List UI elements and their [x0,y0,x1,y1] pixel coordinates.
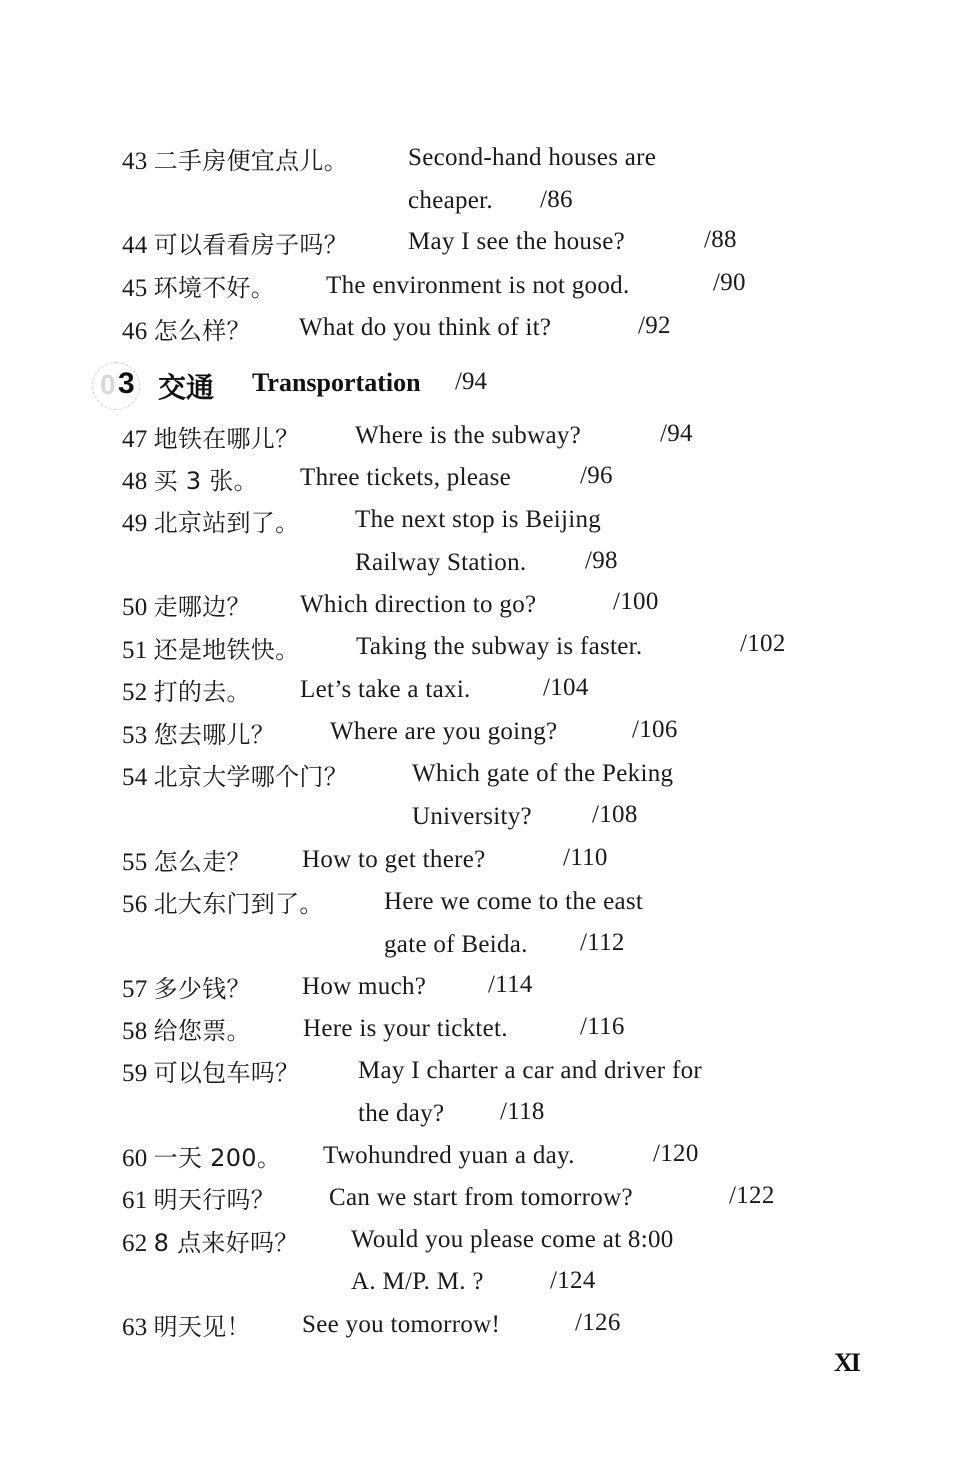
entry-number: 48 [122,468,148,495]
entry-number: 59 [122,1060,148,1087]
toc-entry-53 [122,720,275,751]
entry-page-ref[interactable]: /94 [660,420,693,447]
entry-chinese: 北京站到了。 [153,509,300,537]
toc-entry-46 [122,316,251,347]
entry-page-ref[interactable]: /118 [500,1098,545,1125]
toc-entry-62 [122,1228,299,1259]
entry-english: What do you think of it? [299,314,552,341]
entry-number: 44 [122,232,148,259]
entry-number: 50 [122,594,148,621]
entry-page-ref[interactable]: /88 [704,226,737,253]
entry-chinese: 可以看看房子吗？ [153,231,349,259]
entry-page-ref[interactable]: /92 [638,312,671,339]
entry-page-ref[interactable]: /106 [632,716,678,743]
entry-page-ref[interactable]: /98 [585,547,618,574]
entry-english: Let’s take a taxi. [300,676,471,703]
entry-page-ref[interactable]: /100 [613,588,659,615]
entry-page-ref[interactable]: /86 [540,186,573,213]
toc-entry-43 [122,146,348,177]
entry-page-ref[interactable]: /90 [713,269,746,296]
entry-number: 46 [122,318,148,345]
toc-entry-45 [122,273,275,304]
entry-english-cont: University? [412,803,532,830]
entry-page-ref[interactable]: /120 [653,1140,699,1167]
entry-chinese: 北京大学哪个门？ [153,763,349,791]
entry-chinese: 明天见！ [153,1313,251,1341]
entry-chinese: 8 点来好吗？ [153,1229,299,1257]
entry-number: 63 [122,1314,148,1341]
section-title-chinese: 交通 [158,371,215,404]
entry-number: 55 [122,849,148,876]
toc-entry-58 [122,1016,251,1047]
entry-chinese: 多少钱？ [153,975,251,1003]
toc-entry-51 [122,635,299,666]
toc-entry-50 [122,592,251,623]
entry-page-ref[interactable]: /110 [563,844,608,871]
entry-english: How much? [302,973,427,1000]
entry-english: Twohundred yuan a day. [323,1142,575,1169]
toc-entry-54 [122,762,348,793]
entry-page-ref[interactable]: /124 [550,1267,596,1294]
entry-chinese: 环境不好。 [153,274,276,302]
toc-entry-44 [122,230,348,261]
entry-page-ref[interactable]: /114 [488,971,533,998]
entry-english: Which direction to go? [300,591,537,618]
entry-english-cont: Railway Station. [355,549,527,576]
toc-entry-56 [122,889,324,920]
section-heading-transportation[interactable] [92,362,592,408]
toc-entry-49 [122,508,299,539]
section-number: 3 [118,367,135,400]
entry-number: 52 [122,679,148,706]
toc-entry-57 [122,974,251,1005]
entry-english-cont: gate of Beida. [384,931,528,958]
toc-entry-47 [122,424,299,455]
entry-english: Second-hand houses are [408,144,657,171]
entry-english-cont: cheaper. [408,187,493,214]
entry-english: Taking the subway is faster. [356,633,643,660]
toc-entry-59 [122,1058,299,1089]
toc-entry-63 [122,1312,251,1343]
entry-chinese: 给您票。 [153,1017,251,1045]
page-number-folio: XI [834,1348,859,1377]
section-number-prefix: 0 [100,369,116,400]
entry-chinese: 一天 200。 [153,1144,282,1172]
entry-english: Where are you going? [330,718,558,745]
entry-page-ref[interactable]: /108 [592,801,638,828]
entry-chinese: 可以包车吗？ [153,1059,300,1087]
toc-entry-55 [122,847,251,878]
entry-page-ref[interactable]: /122 [729,1182,775,1209]
toc-entry-60 [122,1143,281,1174]
entry-number: 54 [122,764,148,791]
entry-chinese: 北大东门到了。 [153,890,324,918]
entry-chinese: 还是地铁快。 [153,636,300,664]
entry-number: 61 [122,1187,148,1214]
entry-chinese: 二手房便宜点儿。 [153,147,349,175]
entry-english: May I charter a car and driver for [358,1057,703,1084]
toc-entry-48 [122,466,258,497]
entry-number: 45 [122,275,148,302]
entry-english: The environment is not good. [326,272,630,299]
entry-english: How to get there? [302,846,486,873]
entry-page-ref[interactable]: /112 [580,929,625,956]
entry-number: 49 [122,510,148,537]
entry-english: Would you please come at 8:00 [351,1226,674,1253]
entry-number: 60 [122,1145,148,1172]
entry-number: 43 [122,148,148,175]
entry-number: 62 [122,1230,148,1257]
entry-chinese: 怎么走？ [153,848,251,876]
entry-chinese: 打的去。 [153,678,251,706]
entry-english: Which gate of the Peking [412,760,674,787]
entry-english: Can we start from tomorrow? [329,1184,633,1211]
entry-number: 47 [122,426,148,453]
entry-english: May I see the house? [408,228,626,255]
entry-english: The next stop is Beijing [355,506,602,533]
entry-number: 56 [122,891,148,918]
entry-chinese: 地铁在哪儿？ [153,425,300,453]
entry-english: Three tickets, please [300,464,512,491]
entry-page-ref[interactable]: /126 [575,1309,621,1336]
section-page-ref: /94 [455,368,487,395]
entry-chinese: 您去哪儿？ [153,721,276,749]
entry-page-ref[interactable]: /96 [580,462,613,489]
entry-english: Where is the subway? [355,422,582,449]
entry-page-ref[interactable]: /116 [580,1013,625,1040]
entry-english-cont: A. M/P. M. ? [351,1268,484,1295]
entry-english: See you tomorrow! [302,1311,501,1338]
entry-english-cont: the day? [358,1100,445,1127]
entry-chinese: 走哪边？ [153,593,251,621]
toc-entry-52 [122,677,251,708]
entry-page-ref[interactable]: /102 [740,630,786,657]
entry-number: 57 [122,976,148,1003]
entry-english: Here is your ticktet. [303,1015,508,1042]
toc-entry-61 [122,1185,275,1216]
entry-number: 58 [122,1018,148,1045]
section-title-english: Transportation [252,368,421,397]
entry-number: 53 [122,722,148,749]
entry-number: 51 [122,637,148,664]
entry-chinese: 怎么样？ [153,317,251,345]
entry-chinese: 明天行吗？ [153,1186,276,1214]
entry-chinese: 买 3 张。 [153,467,258,495]
entry-page-ref[interactable]: /104 [543,674,589,701]
entry-english: Here we come to the east [384,888,644,915]
